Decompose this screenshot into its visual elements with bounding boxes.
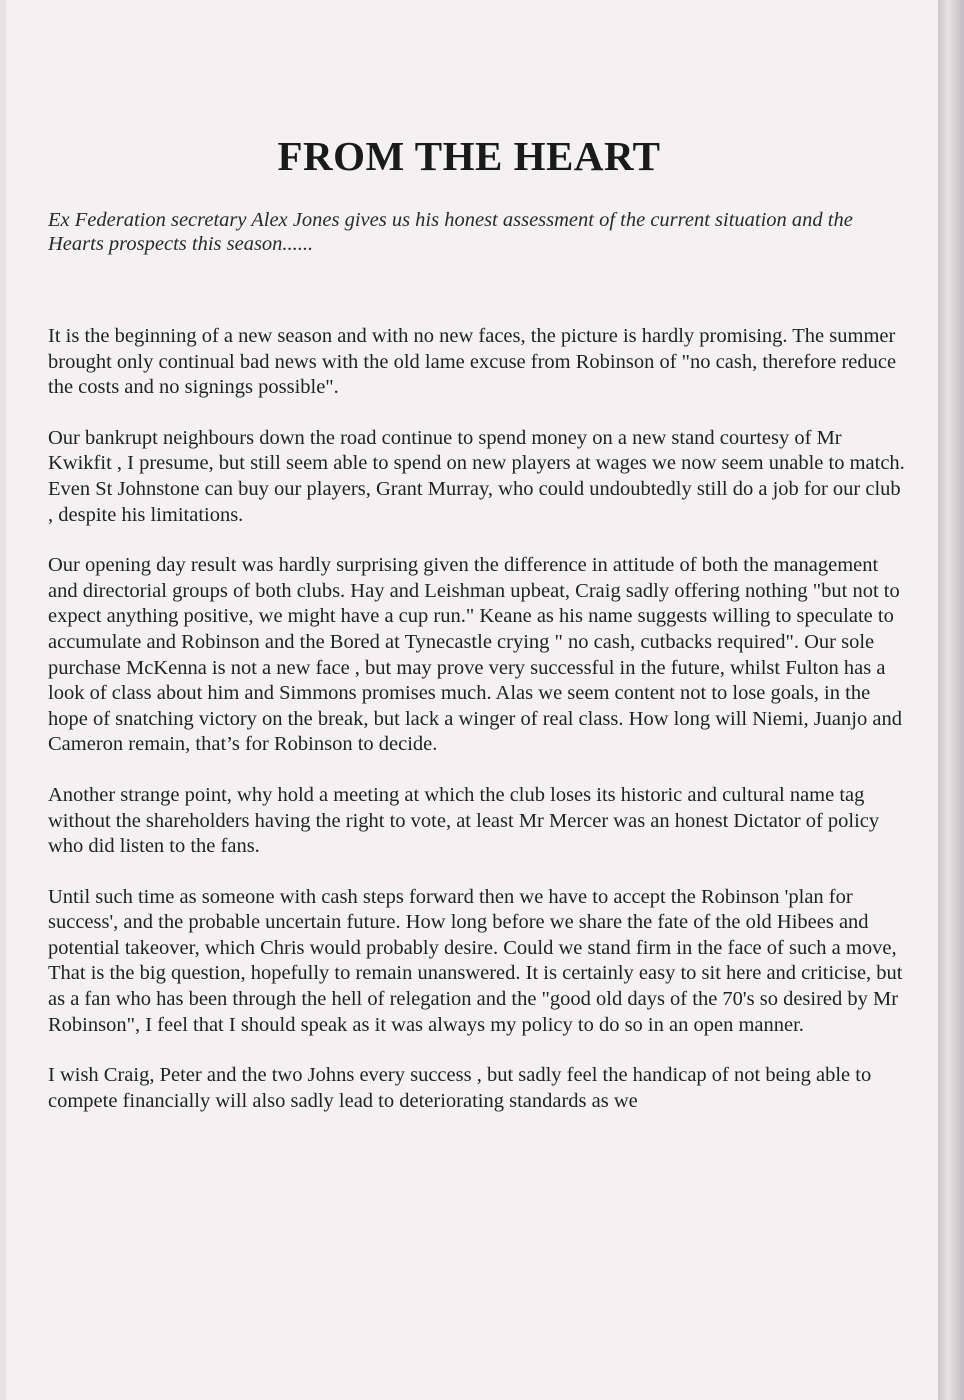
page-spine [938,0,964,1400]
article-paragraph: It is the beginning of a new season and with no new faces, the picture is hardly promising. The summer brought only continual bad news with the old lame excuse from Robinson of "no cash, therefore reduce the costs and no signings possible". [48,325,897,399]
article-paragraph: Until such time as someone with cash steps forward then we have to accept the Robinson 'plan for success', and the probable uncertain future. How long before we share the fate of the old Hibees and potential takeover, which Chris would probably desire. Could we stand firm in the face of such a move, That is the big question, hopefully to remain unanswered. It is certainly easy to sit here and criticise, but as a fan who has been through the hell of relegation and the "good old days of the 70's so desired by Mr Robinson", I feel that I should speak as it was always my policy to do so in an open manner. [48,885,903,1036]
article-paragraph: Another strange point, why hold a meeting at which the club loses its historic and cultural name tag without the shareholders having the right to vote, at least Mr Mercer was an honest Dictator of policy who did listen to the fans. [48,783,880,858]
article-body [48,324,908,1139]
article-title: FROM THE HEART [277,133,661,179]
article-paragraph: I wish Craig, Peter and the two Johns every success , but sadly feel the handicap of not being able to compete financially will also sadly lead to deteriorating standards as we [48,1064,872,1112]
page-edge [0,0,6,1400]
article-paragraph: Our bankrupt neighbours down the road continue to spend money on a new stand courtesy of Mr Kwikfit , I presume, but still seem able to spend on new players at wages we now seem unable to match. Even St Johnstone can buy our players, Grant Murray, who could undoubtedly still do a job for our club , despite his limitations. [48,426,905,526]
article-paragraph: Our opening day result was hardly surprising given the difference in attitude of both the management and directorial groups of both clubs. Hay and Leishman upbeat, Craig sadly offering nothing "but not to expect anything positive, we might have a cup run." Keane as his name suggests willing to speculate to accumulate and Robinson and the Bored at Tynecastle crying " no cash, cutbacks required". Our sole purchase McKenna is not a new face , but may prove very successful in the future, whilst Fulton has a look of class about him and Simmons promises much. Alas we seem content not to lose goals, in the hope of snatching victory on the break, but lack a winger of real class. How long will Niemi, Juanjo and Cameron remain, that’s for Robinson to decide. [48,554,902,756]
article-subtitle: Ex Federation secretary Alex Jones gives us his honest assessment of the current situation and the Hearts prospects this season...... [48,209,853,255]
